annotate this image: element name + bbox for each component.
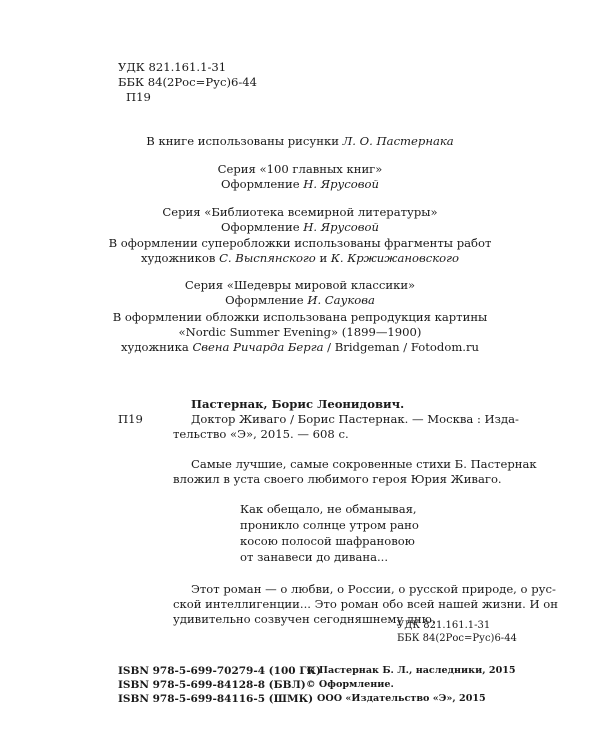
poem-line: косою полосой шафрановою: [240, 534, 415, 548]
isbn-shmk: ISBN 978-5-699-84116-5 (ШМК): [118, 693, 314, 705]
jacket-credit-line2: [0, 251, 600, 265]
drawings-credit-text: В книге использованы рисунки: [146, 134, 343, 148]
isbn-100gk: ISBN 978-5-699-70279-4 (100 ГК): [118, 665, 321, 677]
jacket-and: и: [315, 251, 331, 265]
poem-line: Как обещало, не обманывая,: [240, 502, 417, 516]
annotation-intro-line1: Самые лучшие, самые сокровенные стихи Б. Пастернак: [191, 457, 537, 471]
series1-design: [0, 177, 600, 191]
series1-title: Серия «100 главных книг»: [217, 162, 383, 176]
copyright-line1: © Пастернак Б. Л., наследники, 2015: [306, 665, 516, 676]
jacket-artist-1: С. Выспянского: [219, 251, 316, 265]
series2-design: [0, 220, 600, 234]
udk-code: УДК 821.161.1-31: [118, 60, 227, 74]
jacket-credit-prefix: художников: [141, 251, 220, 265]
series3-design: [0, 293, 600, 307]
series2-title: Серия «Библиотека всемирной литературы»: [162, 205, 438, 219]
cover-credit-line3: [0, 340, 600, 354]
jacket-artist-2: К. Кржижановского: [330, 251, 459, 265]
series3-design-name: И. Саукова: [307, 293, 375, 307]
bib-line1: Доктор Живаго / Борис Пастернак. — Москва : Изда-: [191, 412, 519, 426]
bbk-code: ББК 84(2Рос=Рус)6-44: [118, 75, 258, 89]
drawings-credit-name: Л. О. Пастернака: [342, 134, 454, 148]
cover-credit-line1: В оформлении обложки использована репродукция картины: [112, 310, 488, 324]
poem-line: проникло солнце утром рано: [240, 518, 419, 532]
jacket-credit-line1: В оформлении суперобложки использованы фрагменты работ: [108, 236, 492, 250]
isbn-bvl: ISBN 978-5-699-84128-8 (БВЛ): [118, 679, 306, 691]
annotation-outro-line3: удивительно созвучен сегодняшнему дню.: [173, 612, 436, 626]
series1-design-name: Н. Ярусовой: [303, 177, 379, 191]
series2-design-name: Н. Ярусовой: [303, 220, 379, 234]
author-mark: П19: [126, 90, 151, 104]
bib-mark: П19: [118, 412, 143, 426]
series3-design-label: Оформление: [225, 293, 308, 307]
cover-credit-line2: «Nordic Summer Evening» (1899—1900): [178, 325, 422, 339]
bib-line2: тельство «Э», 2015. — 608 с.: [173, 427, 349, 441]
cover-artist: Свена Ричарда Берга: [192, 340, 324, 354]
cover-credit-prefix: художника: [120, 340, 193, 354]
series1-design-label: Оформление: [221, 177, 304, 191]
udk-code-repeat: УДК 821.161.1-31: [397, 620, 491, 631]
series2-design-label: Оформление: [221, 220, 304, 234]
series3-title: Серия «Шедевры мировой классики»: [184, 278, 416, 292]
copyright-line3: ООО «Издательство «Э», 2015: [317, 693, 486, 704]
annotation-outro-line2: ской интеллигенции... Это роман обо всей нашей жизни. И он: [173, 597, 558, 611]
bbk-code-repeat: ББК 84(2Рос=Рус)6-44: [397, 633, 517, 644]
bib-author: Пастернак, Борис Леонидович.: [191, 397, 405, 411]
annotation-intro-line2: вложил в уста своего любимого героя Юрия Живаго.: [173, 472, 502, 486]
poem-line: от занавеси до дивана...: [240, 550, 389, 564]
annotation-outro-line1: Этот роман — о любви, о России, о русской природе, о рус-: [191, 582, 556, 596]
copyright-line2: © Оформление.: [306, 679, 394, 690]
drawings-credit: [0, 134, 600, 148]
cover-credit-suffix: / Bridgeman / Fotodom.ru: [323, 340, 480, 354]
